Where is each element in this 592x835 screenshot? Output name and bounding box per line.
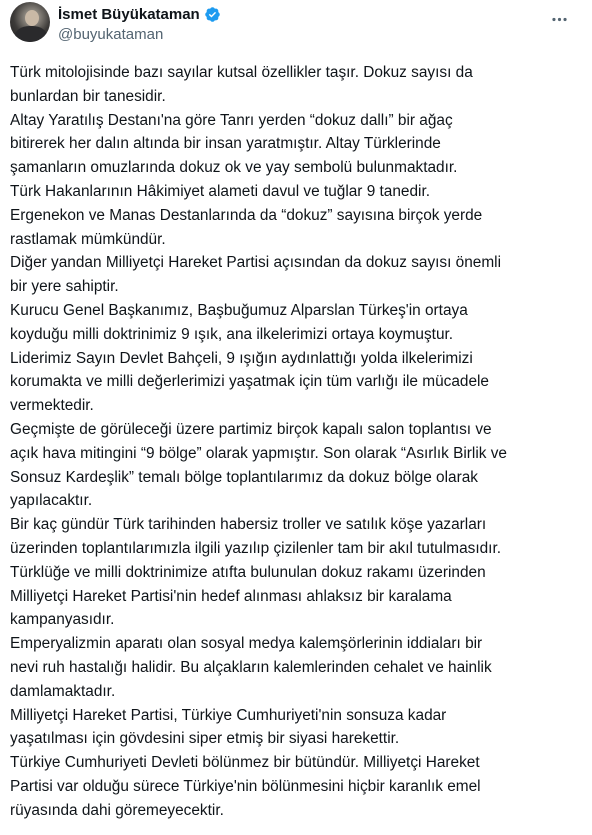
tweet-text-line: bitirerek her dalın altında bir insan yaratmıştır. Altay Türklerinde <box>10 135 441 153</box>
tweet-text-line: Diğer yandan Milliyetçi Hareket Partisi açısından da dokuz sayısı önemli <box>10 254 502 272</box>
tweet-header <box>10 2 570 48</box>
avatar[interactable] <box>10 2 50 42</box>
tweet-text-line: Sonsuz Kardeşlik” temalı bölge toplantılarımız da dokuz bölge olarak <box>10 468 478 486</box>
author-name-row <box>58 4 221 24</box>
tweet-text <box>10 61 582 823</box>
tweet-text-line: açık hava mitingini “9 bölge” olarak yapmıştır. Son olarak “Asırlık Birlik ve <box>10 444 507 462</box>
tweet-text-line: nevi ruh hastalığı halidir. Bu alçakların kalemlerinden cehalet ve hainlik <box>10 658 492 676</box>
tweet-text-line: şamanların omuzlarında dokuz ok ve yay sembolü bulunmaktadır. <box>10 159 458 177</box>
tweet-text-line: vermektedir. <box>10 397 94 415</box>
avatar-shoulders <box>15 26 47 42</box>
tweet-text-line: rüyasında dahi göremeyecektir. <box>10 801 224 819</box>
tweet-text-line: Türkiye Cumhuriyeti Devleti bölünmez bir bütündür. Milliyetçi Hareket <box>10 754 480 772</box>
tweet-text-line: Milliyetçi Hareket Partisi, Türkiye Cumhuriyeti'nin sonsuza kadar <box>10 706 447 724</box>
tweet-text-line: Altay Yaratılış Destanı'na göre Tanrı yerden “dokuz dallı” bir ağaç <box>10 111 453 129</box>
tweet-text-line: rastlamak mümkündür. <box>10 230 166 248</box>
tweet-text-line: kampanyasıdır. <box>10 611 115 629</box>
tweet-text-line: yaşatılması için gövdesini siper etmiş bir siyasi harekettir. <box>10 730 400 748</box>
tweet-text-line: bir yere sahiptir. <box>10 278 119 296</box>
tweet-text-line: Ergenekon ve Manas Destanlarında da “dokuz” sayısına birçok yerde <box>10 206 483 224</box>
tweet-text-line: Türklüğe ve milli doktrinimize atıfta bulunulan dokuz rakamı üzerinden <box>10 563 486 581</box>
verified-badge-icon[interactable] <box>204 6 221 23</box>
tweet-text-line: Milliyetçi Hareket Partisi'nin hedef alınması ahlaksız bir karalama <box>10 587 452 605</box>
tweet-text-line: damlamaktadır. <box>10 682 116 700</box>
tweet-text-line: üzerinden toplantılarımızla ilgili yazılıp çizilenler tam bir akıl tutulmasıdır. <box>10 539 501 557</box>
tweet-text-line: bunlardan bir tanesidir. <box>10 87 166 105</box>
tweet-text-line: Türk Hakanlarının Hâkimiyet alameti davul ve tuğlar 9 tanedir. <box>10 182 431 200</box>
author-handle[interactable]: @buyukataman <box>58 26 164 43</box>
tweet-text-line: Türk mitolojisinde bazı sayılar kutsal özellikler taşır. Dokuz sayısı da <box>10 64 473 81</box>
tweet-text-line: yapılacaktır. <box>10 492 93 510</box>
tweet-text-line: Geçmişte de görüleceği üzere partimiz birçok kapalı salon toplantısı ve <box>10 420 492 438</box>
author-display-name[interactable]: İsmet Büyükataman <box>58 5 200 23</box>
tweet-text-line: koyduğu milli doktrinimiz 9 ışık, ana ilkelerimizi ortaya koymuştur. <box>10 325 454 343</box>
tweet-text-line: Kurucu Genel Başkanımız, Başbuğumuz Alparslan Türkeş'in ortaya <box>10 301 468 319</box>
avatar-face <box>25 10 39 26</box>
tweet-text-line: Emperyalizmin aparatı olan sosyal medya kalemşörlerinin iddiaları bir <box>10 635 483 653</box>
tweet-text-line: Liderimiz Sayın Devlet Bahçeli, 9 ışığın aydınlattığı yolda ilkelerimizi <box>10 349 473 367</box>
tweet-text-line: Bir kaç gündür Türk tarihinden habersiz troller ve satılık köşe yazarları <box>10 516 487 534</box>
more-options-icon[interactable] <box>548 8 570 30</box>
tweet-text-line: Partisi var olduğu sürece Türkiye'nin bölünmesini hiçbir karanlık emel <box>10 777 481 795</box>
tweet-text-line: korumakta ve milli değerlerimizi yaşatmak için tüm varlığı ile mücadele <box>10 373 489 391</box>
